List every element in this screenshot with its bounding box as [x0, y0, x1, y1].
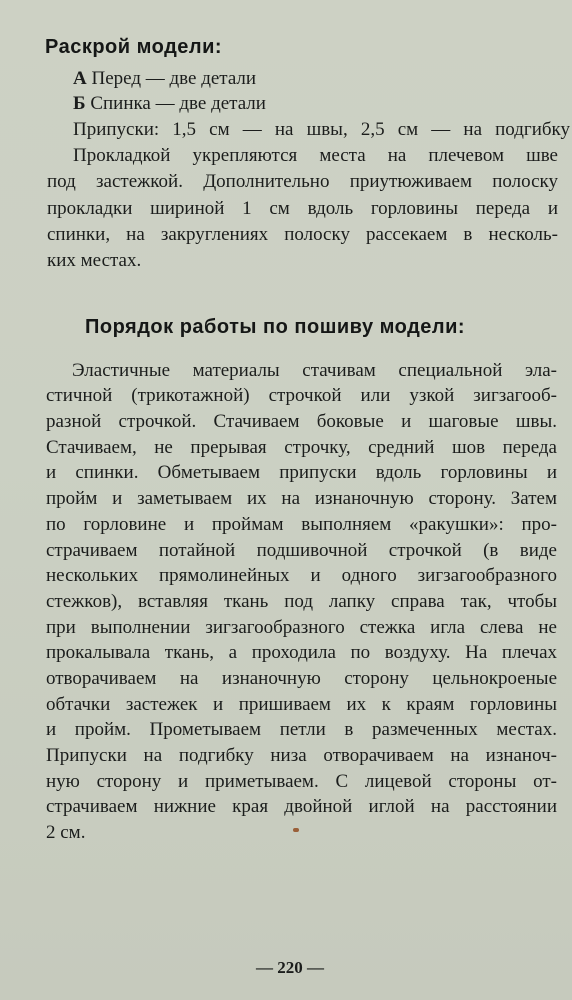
sewing-line: Стачиваем, не прерывая строчку, средний шов переда — [46, 437, 557, 458]
sewing-line: Припуски на подгибку низа отворачиваем на изнаноч- — [46, 745, 557, 766]
sewing-line: стежков), вставляя ткань под лапку справа так, чтобы — [46, 591, 557, 612]
sewing-line: при выполнении зигзагообразного стежка игла слева не — [46, 617, 557, 638]
sewing-line: и пройм. Прометываем петли в размеченных местах. — [46, 719, 557, 740]
item-a-letter: А — [73, 68, 87, 89]
sewing-line: прокалывала ткань, а проходила по воздуху. На плечах — [46, 642, 557, 663]
sewing-line: 2 см. — [46, 822, 86, 843]
sewing-line: пройм и заметываем их на изнаночную сторону. Затем — [46, 488, 557, 509]
cutting-heading: Раскрой модели: — [45, 36, 223, 58]
ink-speck — [293, 828, 299, 832]
item-b-text: Спинка — две детали — [85, 93, 266, 114]
cutting-item-b — [73, 94, 266, 113]
item-a-text: Перед — две детали — [86, 68, 257, 89]
cutting-para-line: спинки, на закруглениях полоску рассекаем в несколь- — [47, 224, 558, 245]
cutting-para-line: прокладки шириной 1 см вдоль горловины переда и — [47, 198, 558, 219]
sewing-line: нескольких прямолинейных и одного зигзагообразного — [46, 565, 557, 586]
sewing-line: и спинки. Обметываем припуски вдоль горловины и — [46, 462, 557, 483]
sewing-heading: Порядок работы по пошиву модели: — [85, 316, 466, 338]
sewing-line: разной строчкой. Стачиваем боковые и шаговые швы. — [46, 411, 557, 432]
sewing-line: обтачки застежек и пришиваем их к краям горловины — [46, 694, 557, 715]
sewing-line: ную сторону и приметываем. С лицевой стороны от- — [46, 771, 557, 792]
cutting-para-line: ких местах. — [47, 250, 142, 271]
cutting-para-line: под застежкой. Дополнительно приутюживаем полоску — [47, 171, 558, 192]
cutting-para-line: Прокладкой укрепляются места на плечевом шве — [73, 145, 558, 166]
sewing-line: Эластичные материалы стачивам специальной эла- — [72, 360, 557, 381]
sewing-line: стичной (трикотажной) строчкой или узкой зигзагооб- — [46, 385, 557, 406]
sewing-line: по горловине и проймам выполняем «ракушки»: про- — [46, 514, 557, 535]
cutting-allowances: Припуски: 1,5 см — на швы, 2,5 см — на подгибку — [73, 119, 570, 140]
sewing-line: страчиваем нижние края двойной иглой на расстоянии — [46, 796, 557, 817]
cutting-item-a — [73, 69, 256, 88]
page-number: — 220 — — [256, 958, 324, 977]
sewing-line: страчиваем потайной подшивочной строчкой (в виде — [46, 540, 557, 561]
item-b-letter: Б — [73, 93, 86, 114]
sewing-line: отворачиваем на изнаночную сторону цельнокроеные — [46, 668, 557, 689]
